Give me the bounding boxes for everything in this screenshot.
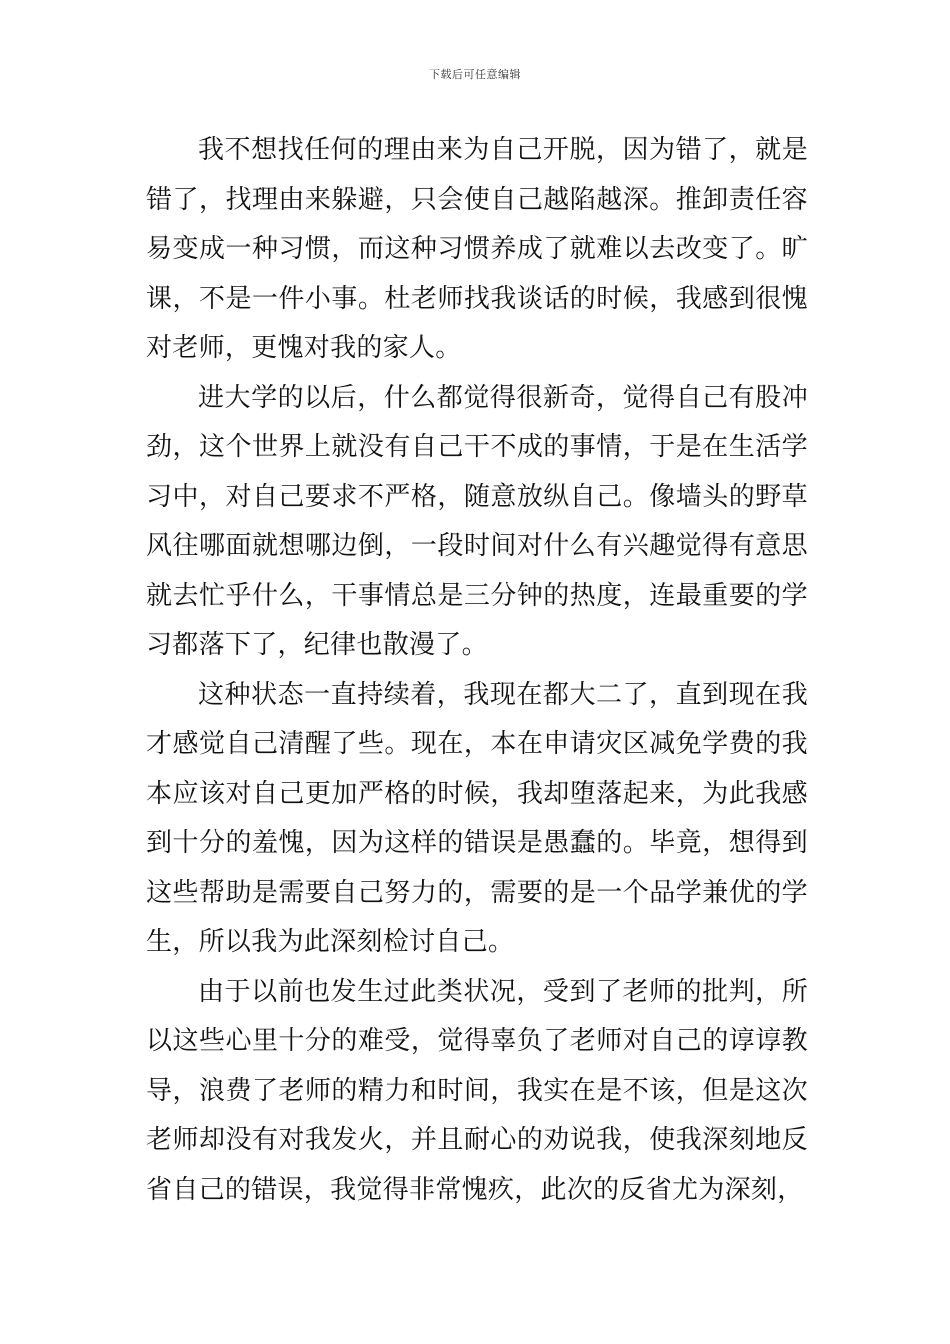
paragraph-4: 由于以前也发生过此类状况，受到了老师的批判，所以这些心里十分的难受，觉得辜负了老师对自己的谆谆教导，浪费了老师的精力和时间，我实在是不该，但是这次老师却没有对我发火，并且耐心的劝说我，使我深刻地反省自己的错误，我觉得非常愧疚，此次的反省尤为深刻， [146, 976, 808, 1205]
document-body [146, 126, 808, 1215]
paragraph-3: 这种状态一直持续着，我现在都大二了，直到现在我才感觉自己清醒了些。现在，本在申请灾区减免学费的我本应该对自己更加严格的时候，我却堕落起来，为此我感到十分的羞愧，因为这样的错误是愚蠢的。毕竟，想得到这些帮助是需要自己努力的，需要的是一个品学兼优的学生，所以我为此深刻检讨自己。 [146, 679, 808, 957]
header-note: 下载后可任意编辑 [429, 68, 521, 81]
paragraph-1: 我不想找任何的理由来为自己开脱，因为错了，就是错了，找理由来躲避，只会使自己越陷越深。推卸责任容易变成一种习惯，而这种习惯养成了就难以去改变了。旷课，不是一件小事。杜老师找我谈话的时候，我感到很愧对老师，更愧对我的家人。 [146, 135, 808, 363]
paragraph-2: 进大学的以后，什么都觉得很新奇，觉得自己有股冲劲，这个世界上就没有自己干不成的事情，于是在生活学习中，对自己要求不严格，随意放纵自己。像墙头的野草风往哪面就想哪边倒，一段时间对什么有兴趣觉得有意思就去忙乎什么，干事情总是三分钟的热度，连最重要的学习都落下了，纪律也散漫了。 [146, 382, 808, 660]
